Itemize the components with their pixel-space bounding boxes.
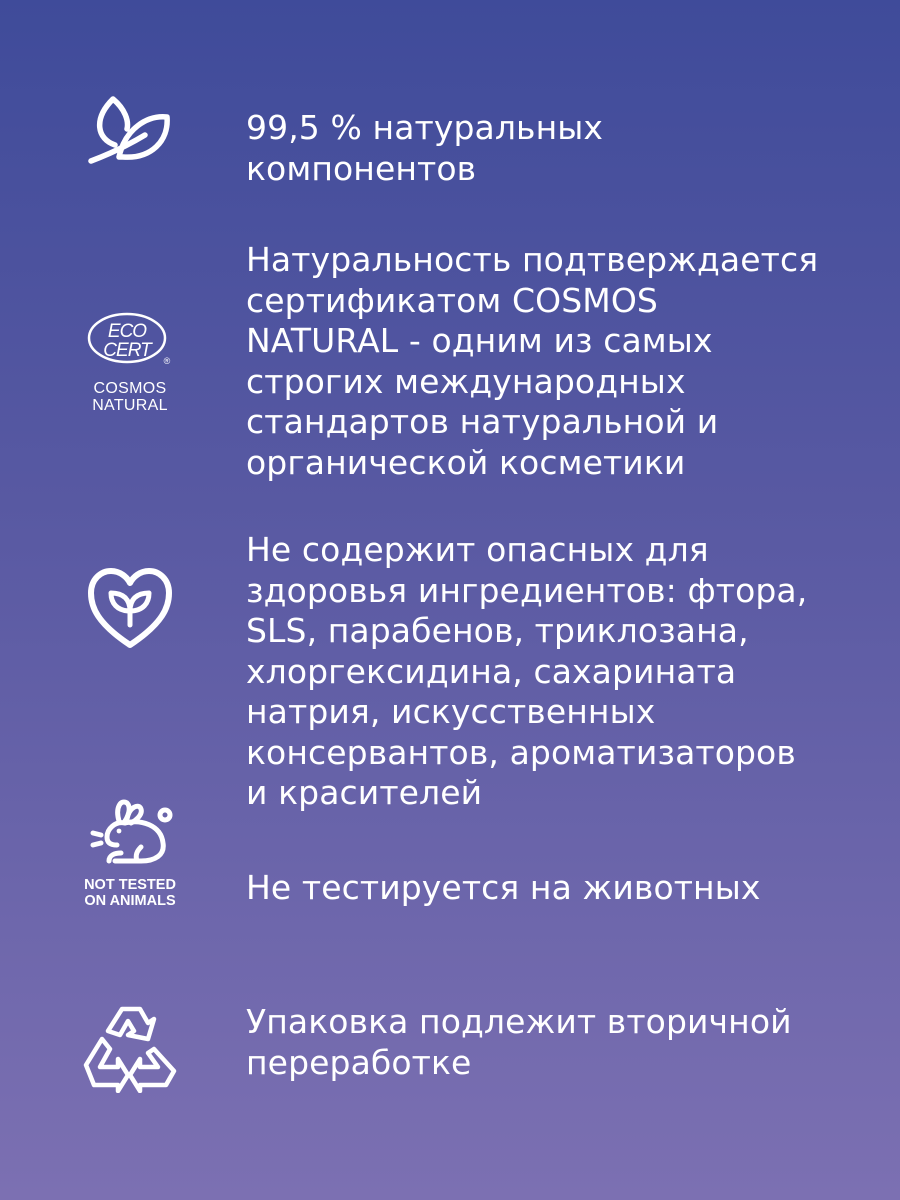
heart-leaf-icon	[87, 567, 173, 651]
feature-icon-container	[70, 308, 190, 414]
icon-caption-not-tested: NOT TESTED ON ANIMALS	[84, 877, 176, 909]
recycle-icon	[82, 1005, 178, 1093]
leaf-icon	[85, 95, 175, 167]
feature-icon-container	[70, 1005, 190, 1093]
rabbit-icon	[85, 797, 175, 867]
ecocert-logo-top: ECO	[107, 321, 147, 342]
feature-icon-container	[70, 567, 190, 651]
feature-text: Натуральность подтверждается сертификатом COSMOS NATURAL - одним из самых строгих международных стандартов натуральной и органической косметики	[246, 240, 819, 482]
feature-text: Упаковка подлежит вторичной переработке	[246, 1002, 792, 1082]
feature-text: Не содержит опасных для здоровья ингредиентов: фтора, SLS, парабенов, триклозана, хлоргексидина, сахарината натрия, искусственных консервантов, ароматизаторов и красителей	[246, 530, 808, 812]
feature-text: 99,5 % натуральных компонентов	[246, 108, 604, 188]
feature-text: Не тестируется на животных	[246, 868, 761, 907]
icon-caption-cosmos: COSMOS NATURAL	[92, 380, 168, 414]
ecocert-logo	[85, 308, 175, 372]
feature-icon-container	[70, 797, 190, 909]
feature-icon-container	[70, 95, 190, 167]
ecocert-logo-bottom: CERT	[103, 340, 151, 361]
registered-mark: ®	[163, 356, 171, 366]
